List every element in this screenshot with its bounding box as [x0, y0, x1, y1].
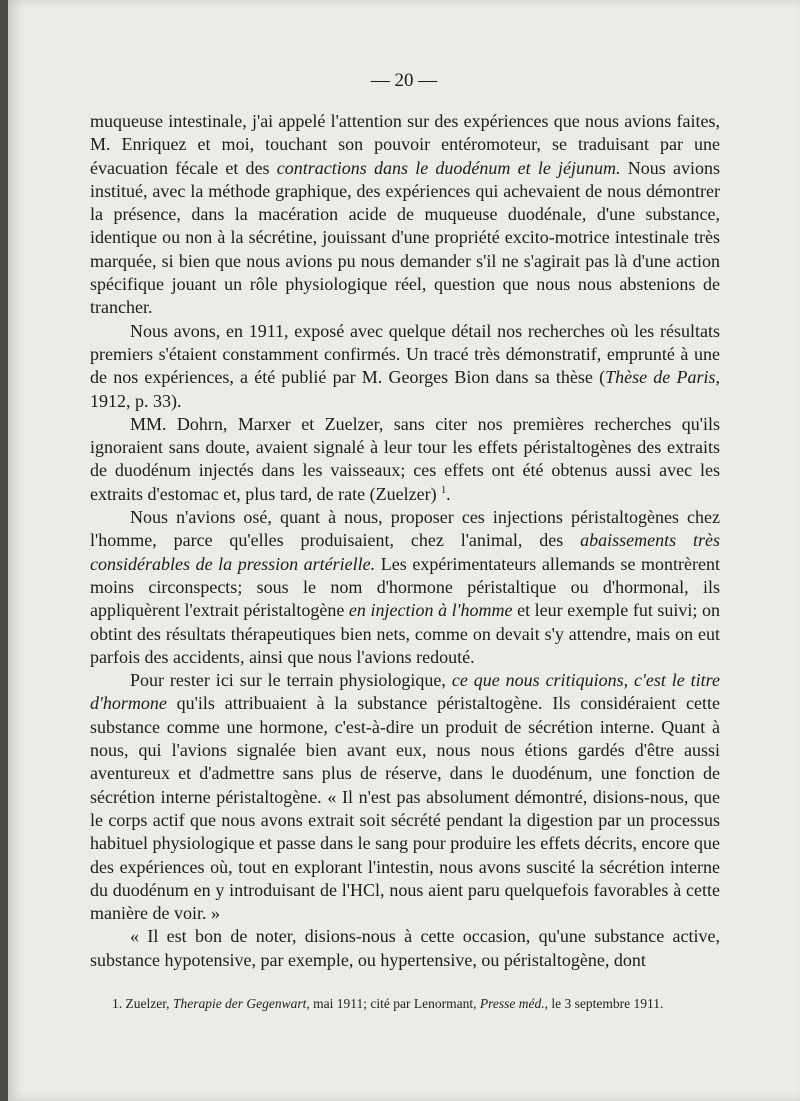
- text-run: Nous avons, en 1911, exposé avec quelque détail nos recherches où les résultats premiers s'étaient constamment confirmés. Un tracé très démonstratif, emprunté à une de nos expériences, a été publié par M. Georges Bion dans sa thèse (: [90, 320, 720, 388]
- paragraph: [90, 669, 720, 925]
- italic-text: en injection à l'homme: [348, 600, 513, 621]
- text-run: Nous n'avions osé, quant à nous, proposer ces injections péristaltogènes chez l'homme, parce qu'elles produisaient, chez l'animal, des: [90, 507, 720, 551]
- paragraph: [90, 506, 720, 669]
- text-run: 1. Zuelzer,: [112, 996, 173, 1011]
- paragraph: [90, 413, 720, 506]
- text-run: Nous avions institué, avec la méthode graphique, des expériences qui achevaient de nous démontrer la présence, dans la macération acide de muqueuse duodénale, d'une substance, identique ou non à la sécrétine, jouissant d'une propriété excito-motrice intestinale très marquée, si bien que nous avions pu nous demander s'il ne s'agirait pas là d'une action spécifique jouant un rôle physiologique réel, question que nous nous abstenions de trancher.: [90, 157, 720, 318]
- text-run: Les expérimentateurs allemands se montrèrent moins circonspects; sous le nom d'hormone péristaltique ou d'hormonal, ils appliquèrent l'extrait péristaltogène: [90, 553, 721, 621]
- text-run: 1912, p. 33).: [90, 390, 182, 411]
- footnote: [112, 996, 732, 1012]
- text-run: le 3 septembre 1911.: [547, 996, 664, 1011]
- page-number: — 20 —: [370, 70, 438, 91]
- document-page: [8, 0, 800, 1101]
- italic-text: Presse méd.,: [479, 996, 548, 1011]
- text-run: mai 1911; cité par Lenormant,: [309, 996, 480, 1011]
- text-run: Pour rester ici sur le terrain physiologique,: [130, 670, 452, 691]
- text-run: .: [446, 483, 451, 504]
- text-run: « Il est bon de noter, disions-nous à cette occasion, qu'une substance active, substance hypotensive, par exemple, ou hypertensive, ou péristaltogène, dont: [90, 926, 720, 970]
- paragraph: [90, 320, 720, 413]
- text-run: et leur exemple fut suivi; on obtint des résultats thérapeutiques bien nets, comme on devait s'y attendre, mais on eut parfois des accidents, ainsi que nous l'avions redouté.: [90, 600, 721, 667]
- italic-text: abaissements très considérables de la pression artérielle.: [90, 530, 720, 574]
- text-run: MM. Dohrn, Marxer et Zuelzer, sans citer nos premières recherches qu'ils ignoraient sans doute, avaient signalé à leur tour les effets péristaltogènes des extraits de duodénum injectés dans les vaisseaux; ces effets ont été obtenus aussi avec les extraits d'estomac et, plus tard, de rate (Zuelzer): [90, 413, 720, 504]
- paragraph: [90, 925, 720, 972]
- paragraph: [90, 110, 720, 320]
- footnote-ref: 1: [441, 484, 447, 496]
- italic-text: contractions dans le duodénum et le jéjunum.: [276, 157, 621, 178]
- text-run: qu'ils attribuaient à la substance péristaltogène. Ils considéraient cette substance comme une hormone, c'est-à-dire un produit de sécrétion interne. Quant à nous, qui l'avions signalée bien avant eux, nous nous étions gardés d'être aussi aventureux et d'admettre sans plus de réserve, dans le duodénum, une fonction de sécrétion interne péristaltogène. « Il n'est pas absolument démontré, disions-nous, que le corps actif que nous avons extrait soit sécrété pendant la digestion par un processus habituel physiologique et passe dans le sang pour produire les effets décrits, encore que des expériences où, tout en explorant l'intestin, nous avons suscité la sécrétion interne du duodénum en y introduisant de l'HCl, nous aient paru quelquefois favorables à cette manière de voir. »: [90, 693, 720, 924]
- text-run: muqueuse intestinale, j'ai appelé l'attention sur des expériences que nous avions faites, M. Enriquez et moi, touchant son pouvoir entéromoteur, se traduisant par une évacuation fécale et des: [90, 111, 720, 178]
- body-text: [90, 110, 720, 972]
- italic-text: Therapie der Gegenwart,: [172, 996, 310, 1011]
- italic-text: Thèse de Paris,: [605, 367, 720, 388]
- italic-text: ce que nous critiquions, c'est le titre d'hormone: [90, 670, 720, 714]
